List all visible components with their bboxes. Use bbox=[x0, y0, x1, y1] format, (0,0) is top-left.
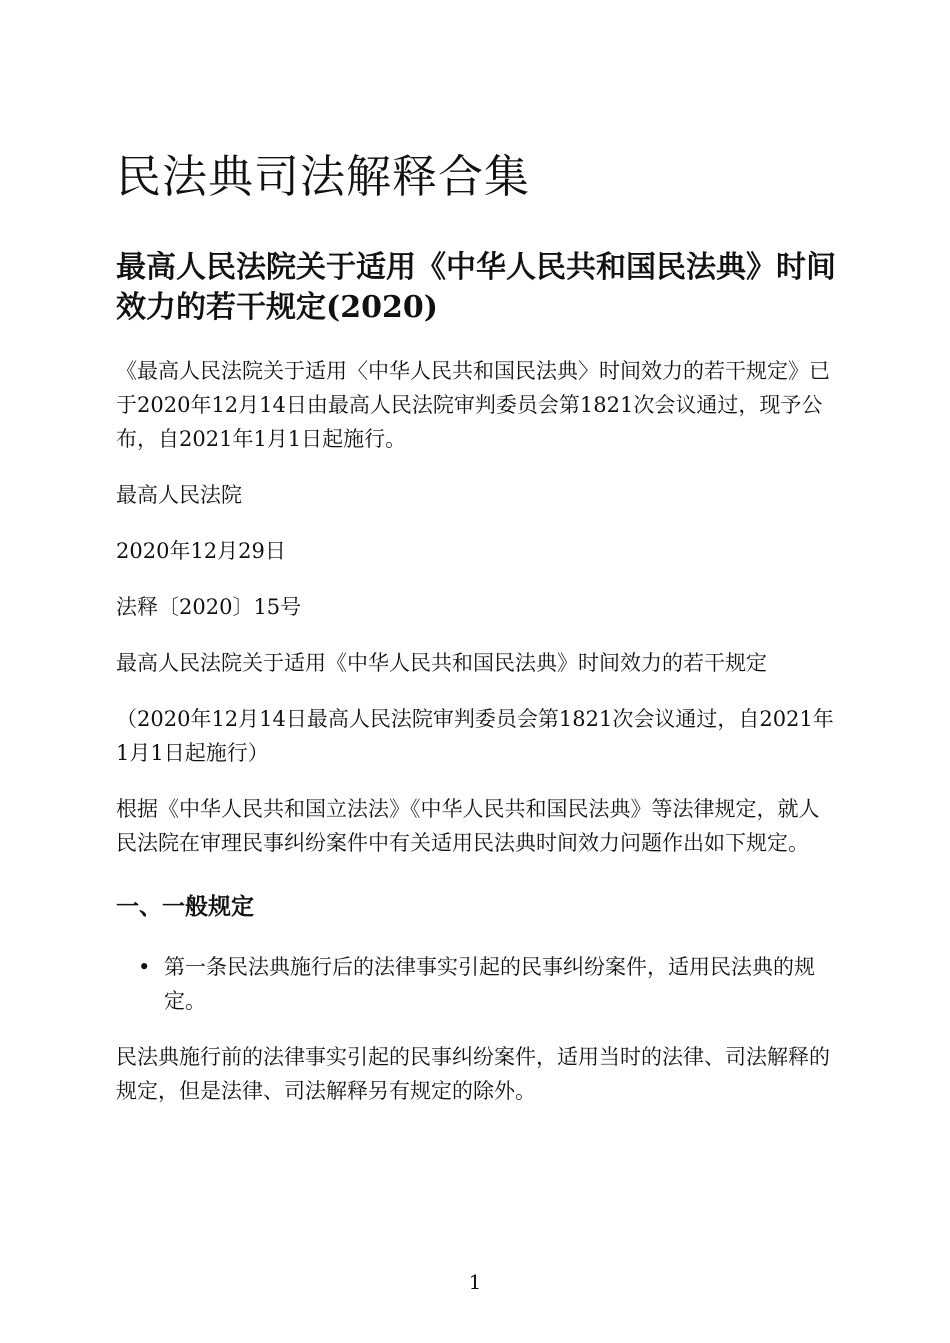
closing-paragraph: 民法典施行前的法律事实引起的民事纠纷案件，适用当时的法律、司法解释的规定，但是法律、司法解释另有规定的除外。 bbox=[116, 1045, 830, 1103]
page-number: 1 bbox=[468, 1270, 482, 1294]
list-item bbox=[138, 950, 836, 1018]
chapter-heading: 一、一般规定 bbox=[116, 893, 254, 920]
bullet-icon: • bbox=[138, 955, 151, 979]
document-number: 法释〔2020〕15号 bbox=[116, 595, 302, 619]
section-title: 最高人民法院关于适用《中华人民共和国民法典》时间效力的若干规定(2020) bbox=[116, 250, 836, 325]
adoption-note: （2020年12月14日最高人民法院审判委员会第1821次会议通过，自2021年1月1日起施行） bbox=[116, 707, 834, 765]
article-list bbox=[116, 950, 836, 1018]
regulation-title-line: 最高人民法院关于适用《中华人民共和国民法典》时间效力的若干规定 bbox=[116, 651, 767, 675]
announcement-paragraph: 《最高人民法院关于适用〈中华人民共和国民法典〉时间效力的若干规定》已于2020年12月14日由最高人民法院审判委员会第1821次会议通过，现予公布，自2021年1月1日起施行。 bbox=[116, 359, 830, 451]
date-line: 2020年12月29日 bbox=[116, 539, 286, 563]
issuer-line: 最高人民法院 bbox=[116, 483, 242, 507]
document-page bbox=[116, 146, 836, 1130]
document-title: 民法典司法解释合集 bbox=[116, 150, 531, 203]
preamble-paragraph: 根据《中华人民共和国立法法》《中华人民共和国民法典》等法律规定，就人民法院在审理民事纠纷案件中有关适用民法典时间效力问题作出如下规定。 bbox=[116, 797, 820, 855]
article-text: 第一条民法典施行后的法律事实引起的民事纠纷案件，适用民法典的规定。 bbox=[164, 955, 815, 1013]
